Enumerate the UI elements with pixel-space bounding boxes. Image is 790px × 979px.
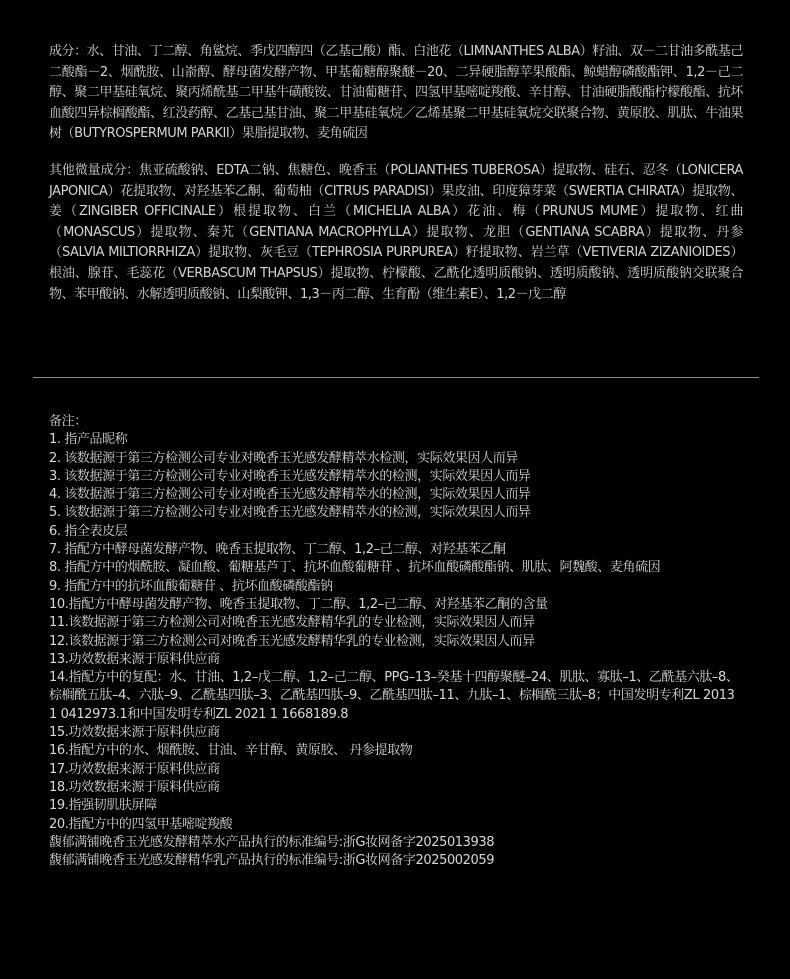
note-item: 14.指配方中的复配：水、甘油、1,2–戊二醇、1,2–己二醇、PPG–13–癸基十四醇聚醚–24、肌肽、寡肽–1、乙酰基六肽–8、棕榈酰五肽–4、六肽–9、乙酰基四肽–3、乙酰基四肽–9、乙酰基四肽–11、九肽–1、棕榈酰三肽–8；中国发明专利ZL 2013 1 0412973.1和中国发明专利ZL 2021 1 1668189.8 <box>49 670 739 722</box>
note-item: 11.该数据源于第三方检测公司对晚香玉光感发酵精华乳的专业检测，实际效果因人而异 <box>49 615 535 631</box>
note-item: 20.指配方中的四氢甲基嘧啶羧酸 <box>49 816 233 832</box>
note-item: 1. 指产品昵称 <box>49 432 128 448</box>
note-item: 12.该数据源于第三方检测公司对晚香玉光感发酵精华乳的专业检测，实际效果因人而异 <box>49 633 535 649</box>
note-item: 16.指配方中的水、烟酰胺、甘油、辛甘醇、黄原胶、 丹参提取物 <box>49 743 413 759</box>
note-item: 3. 该数据源于第三方检测公司专业对晚香玉光感发酵精萃水的检测，实际效果因人而异 <box>49 468 531 484</box>
note-item: 9. 指配方中的抗坏血酸葡糖苷 、抗坏血酸磷酸酯钠 <box>49 578 333 594</box>
notes-heading: 备注： <box>49 414 87 429</box>
note-item: 19.指强韧肌肤屏障 <box>49 798 157 814</box>
note-item: 4. 该数据源于第三方检测公司专业对晚香玉光感发酵精萃水的检测，实际效果因人而异 <box>49 487 531 503</box>
note-item: 15.功效数据来源于原料供应商 <box>49 725 220 741</box>
note-item: 10.指配方中酵母菌发酵产物、晚香玉提取物、丁二醇、1,2–己二醇、对羟基苯乙酮的含量 <box>49 596 548 612</box>
note-item: 5. 该数据源于第三方检测公司专业对晚香玉光感发酵精萃水的检测，实际效果因人而异 <box>49 505 531 521</box>
note-item: 18.功效数据来源于原料供应商 <box>49 779 220 795</box>
note-item: 2. 该数据源于第三方检测公司专业对晚香玉光感发酵精萃水检测，实际效果因人而异 <box>49 450 518 466</box>
main-ingredients: 成分：水、甘油、丁二醇、角鲨烷、季戊四醇四（乙基己酸）酯、白池花（LIMNANTHES ALBA）籽油、双－二甘油多酰基己二酸酯－2、烟酰胺、山嵛醇、酵母菌发酵产物、甲基葡糖醇聚醚－20、二异硬脂醇苹果酸酯、鲸蜡醇磷酸酯钾、1,2－己二醇、聚二甲基硅氧烷、聚丙烯酰基二甲基牛磺酸铵、甘油葡糖苷、四氢甲基嘧啶羧酸、辛甘醇、甘油硬脂酸酯柠檬酸酯、抗坏血酸四异棕榈酸酯、红没药醇、乙基己基甘油、聚二甲基硅氧烷／乙烯基聚二甲基硅氧烷交联聚合物、黄原胶、肌肽、牛油果树（BUTYROSPERMUM PARKII）果脂提取物、麦角硫因 <box>49 44 743 142</box>
note-item: 7. 指配方中酵母菌发酵产物、晚香玉提取物、丁二醇、1,2–己二醇、对羟基苯乙酮 <box>49 542 506 558</box>
ingredients-section <box>49 42 743 305</box>
standard-number-essence: 馥郁满铺晚香玉光感发酵精萃水产品执行的标准编号:浙G妆网备字2025013938 <box>49 834 495 850</box>
notes-section <box>49 413 743 870</box>
note-item: 17.功效数据来源于原料供应商 <box>49 761 220 777</box>
standard-number-emulsion: 馥郁满铺晚香玉光感发酵精华乳产品执行的标准编号:浙G妆网备字2025002059 <box>49 853 495 869</box>
section-divider <box>33 377 759 378</box>
note-item: 6. 指全表皮层 <box>49 523 128 539</box>
note-item: 13.功效数据来源于原料供应商 <box>49 651 220 667</box>
trace-ingredients: 其他微量成分：焦亚硫酸钠、EDTA二钠、焦糖色、晚香玉（POLIANTHES TUBEROSA）提取物、硅石、忍冬（LONICERA JAPONICA）花提取物、对羟基苯乙酮、葡萄柚（CITRUS PARADISI）果皮油、印度獐芽菜（SWERTIA CHIRATA）提取物、姜（ZINGIBER OFFICINALE）根提取物、白兰（MICHELIA ALBA）花油、梅（PRUNUS MUME）提取物、红曲（MONASCUS）提取物、秦艽（GENTIANA MACROPHYLLA）提取物、龙胆（GENTIANA SCABRA）提取物、丹参（SALVIA MILTIORRHIZA）提取物、灰毛豆（TEPHROSIA PURPUREA）籽提取物、岩兰草（VETIVERIA ZIZANIOIDES）根油、腺苷、毛蕊花（VERBASCUM THAPSUS）提取物、柠檬酸、乙酰化透明质酸钠、透明质酸钠、透明质酸钠交联聚合物、苯甲酸钠、水解透明质酸钠、山梨酸钾、1,3－丙二醇、生育酚（维生素E）、1,2－戊二醇 <box>49 162 743 302</box>
note-item: 8. 指配方中的烟酰胺、凝血酸、葡糖基芦丁、抗坏血酸葡糖苷 、抗坏血酸磷酸酯钠、肌肽、阿魏酸、麦角硫因 <box>49 560 661 576</box>
